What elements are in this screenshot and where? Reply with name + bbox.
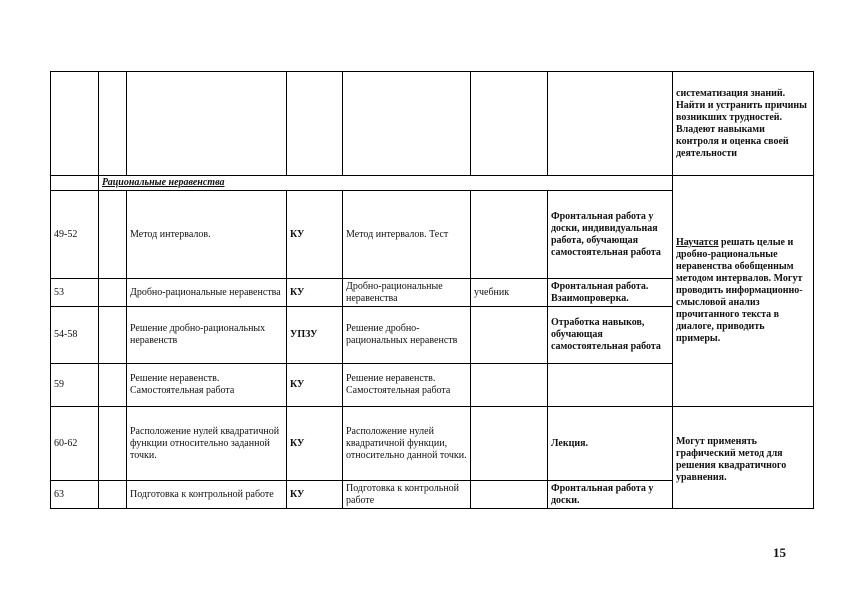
cell-empty: [471, 72, 548, 176]
cell-empty: [343, 72, 471, 176]
lesson-type: КУ: [287, 407, 343, 481]
lesson-content: Подготовка к контрольной работе: [343, 481, 471, 509]
lesson-number: 59: [51, 364, 99, 407]
outcome-group-1: [673, 176, 814, 407]
lesson-number: 60-62: [51, 407, 99, 481]
lesson-topic: Метод интервалов.: [127, 191, 287, 279]
outcome-continued: систематизация знаний. Найти и устранить причины возникших трудностей. Владеют навыками контроля и оценка своей деятельности: [673, 72, 814, 176]
section-title: Рациональные неравенства: [99, 176, 673, 191]
lesson-content: Решение дробно-рациональных неравенств: [343, 307, 471, 364]
lesson-type: УПЗУ: [287, 307, 343, 364]
page-number: 15: [773, 545, 786, 560]
cell-empty: [99, 407, 127, 481]
lesson-content: Расположение нулей квадратичной функции, относительно данной точки.: [343, 407, 471, 481]
cell-empty: [287, 72, 343, 176]
lesson-number: 54-58: [51, 307, 99, 364]
lesson-type: КУ: [287, 191, 343, 279]
lesson-content: Метод интервалов. Тест: [343, 191, 471, 279]
cell-empty: [99, 481, 127, 509]
lesson-resource: учебник: [471, 279, 548, 307]
cell-empty: [99, 279, 127, 307]
outcome-lead-word: Научатся: [676, 237, 719, 248]
lesson-content: Дробно-рациональные неравенства: [343, 279, 471, 307]
outcome-text: решать целые и дробно-рациональные неравенства обобщенным методом интервалов. Могут проводить информационно-смысловой анализ прочитанного текста в диалоге, приводить примеры.: [676, 237, 803, 344]
lesson-topic: Расположение нулей квадратичной функции относительно заданной точки.: [127, 407, 287, 481]
cell-empty: [99, 364, 127, 407]
lesson-form: Отработка навыков, обучающая самостоятельная работа: [548, 307, 673, 364]
lesson-number: 63: [51, 481, 99, 509]
lesson-resource: [471, 407, 548, 481]
lesson-resource: [471, 191, 548, 279]
lesson-resource: [471, 307, 548, 364]
lesson-type: КУ: [287, 481, 343, 509]
lesson-topic: Дробно-рациональные неравенства: [127, 279, 287, 307]
continuation-row: [51, 72, 814, 176]
lesson-topic: Решение дробно-рациональных неравенств: [127, 307, 287, 364]
lesson-resource: [471, 481, 548, 509]
cell-empty: [99, 191, 127, 279]
lesson-plan-table: [50, 71, 814, 509]
lesson-number: 49-52: [51, 191, 99, 279]
cell-empty: [99, 307, 127, 364]
lesson-type: КУ: [287, 364, 343, 407]
lesson-number: 53: [51, 279, 99, 307]
lesson-topic: Решение неравенств. Самостоятельная работа: [127, 364, 287, 407]
cell-empty: [99, 72, 127, 176]
lesson-form: Фронтальная работа у доски, индивидуальная работа, обучающая самостоятельная работа: [548, 191, 673, 279]
lesson-type: КУ: [287, 279, 343, 307]
lesson-form: Фронтальная работа у доски.: [548, 481, 673, 509]
lesson-form: Фронтальная работа. Взаимопроверка.: [548, 279, 673, 307]
lesson-form: [548, 364, 673, 407]
lesson-form: Лекция.: [548, 407, 673, 481]
cell-empty: [548, 72, 673, 176]
table-row: [51, 407, 814, 481]
lesson-topic: Подготовка к контрольной работе: [127, 481, 287, 509]
cell-empty: [51, 176, 99, 191]
section-row: [51, 176, 814, 191]
lesson-content: Решение неравенств. Самостоятельная работа: [343, 364, 471, 407]
cell-empty: [51, 72, 99, 176]
outcome-group-2: Могут применять графический метод для решения квадратичного уравнения.: [673, 407, 814, 509]
cell-empty: [127, 72, 287, 176]
lesson-resource: [471, 364, 548, 407]
